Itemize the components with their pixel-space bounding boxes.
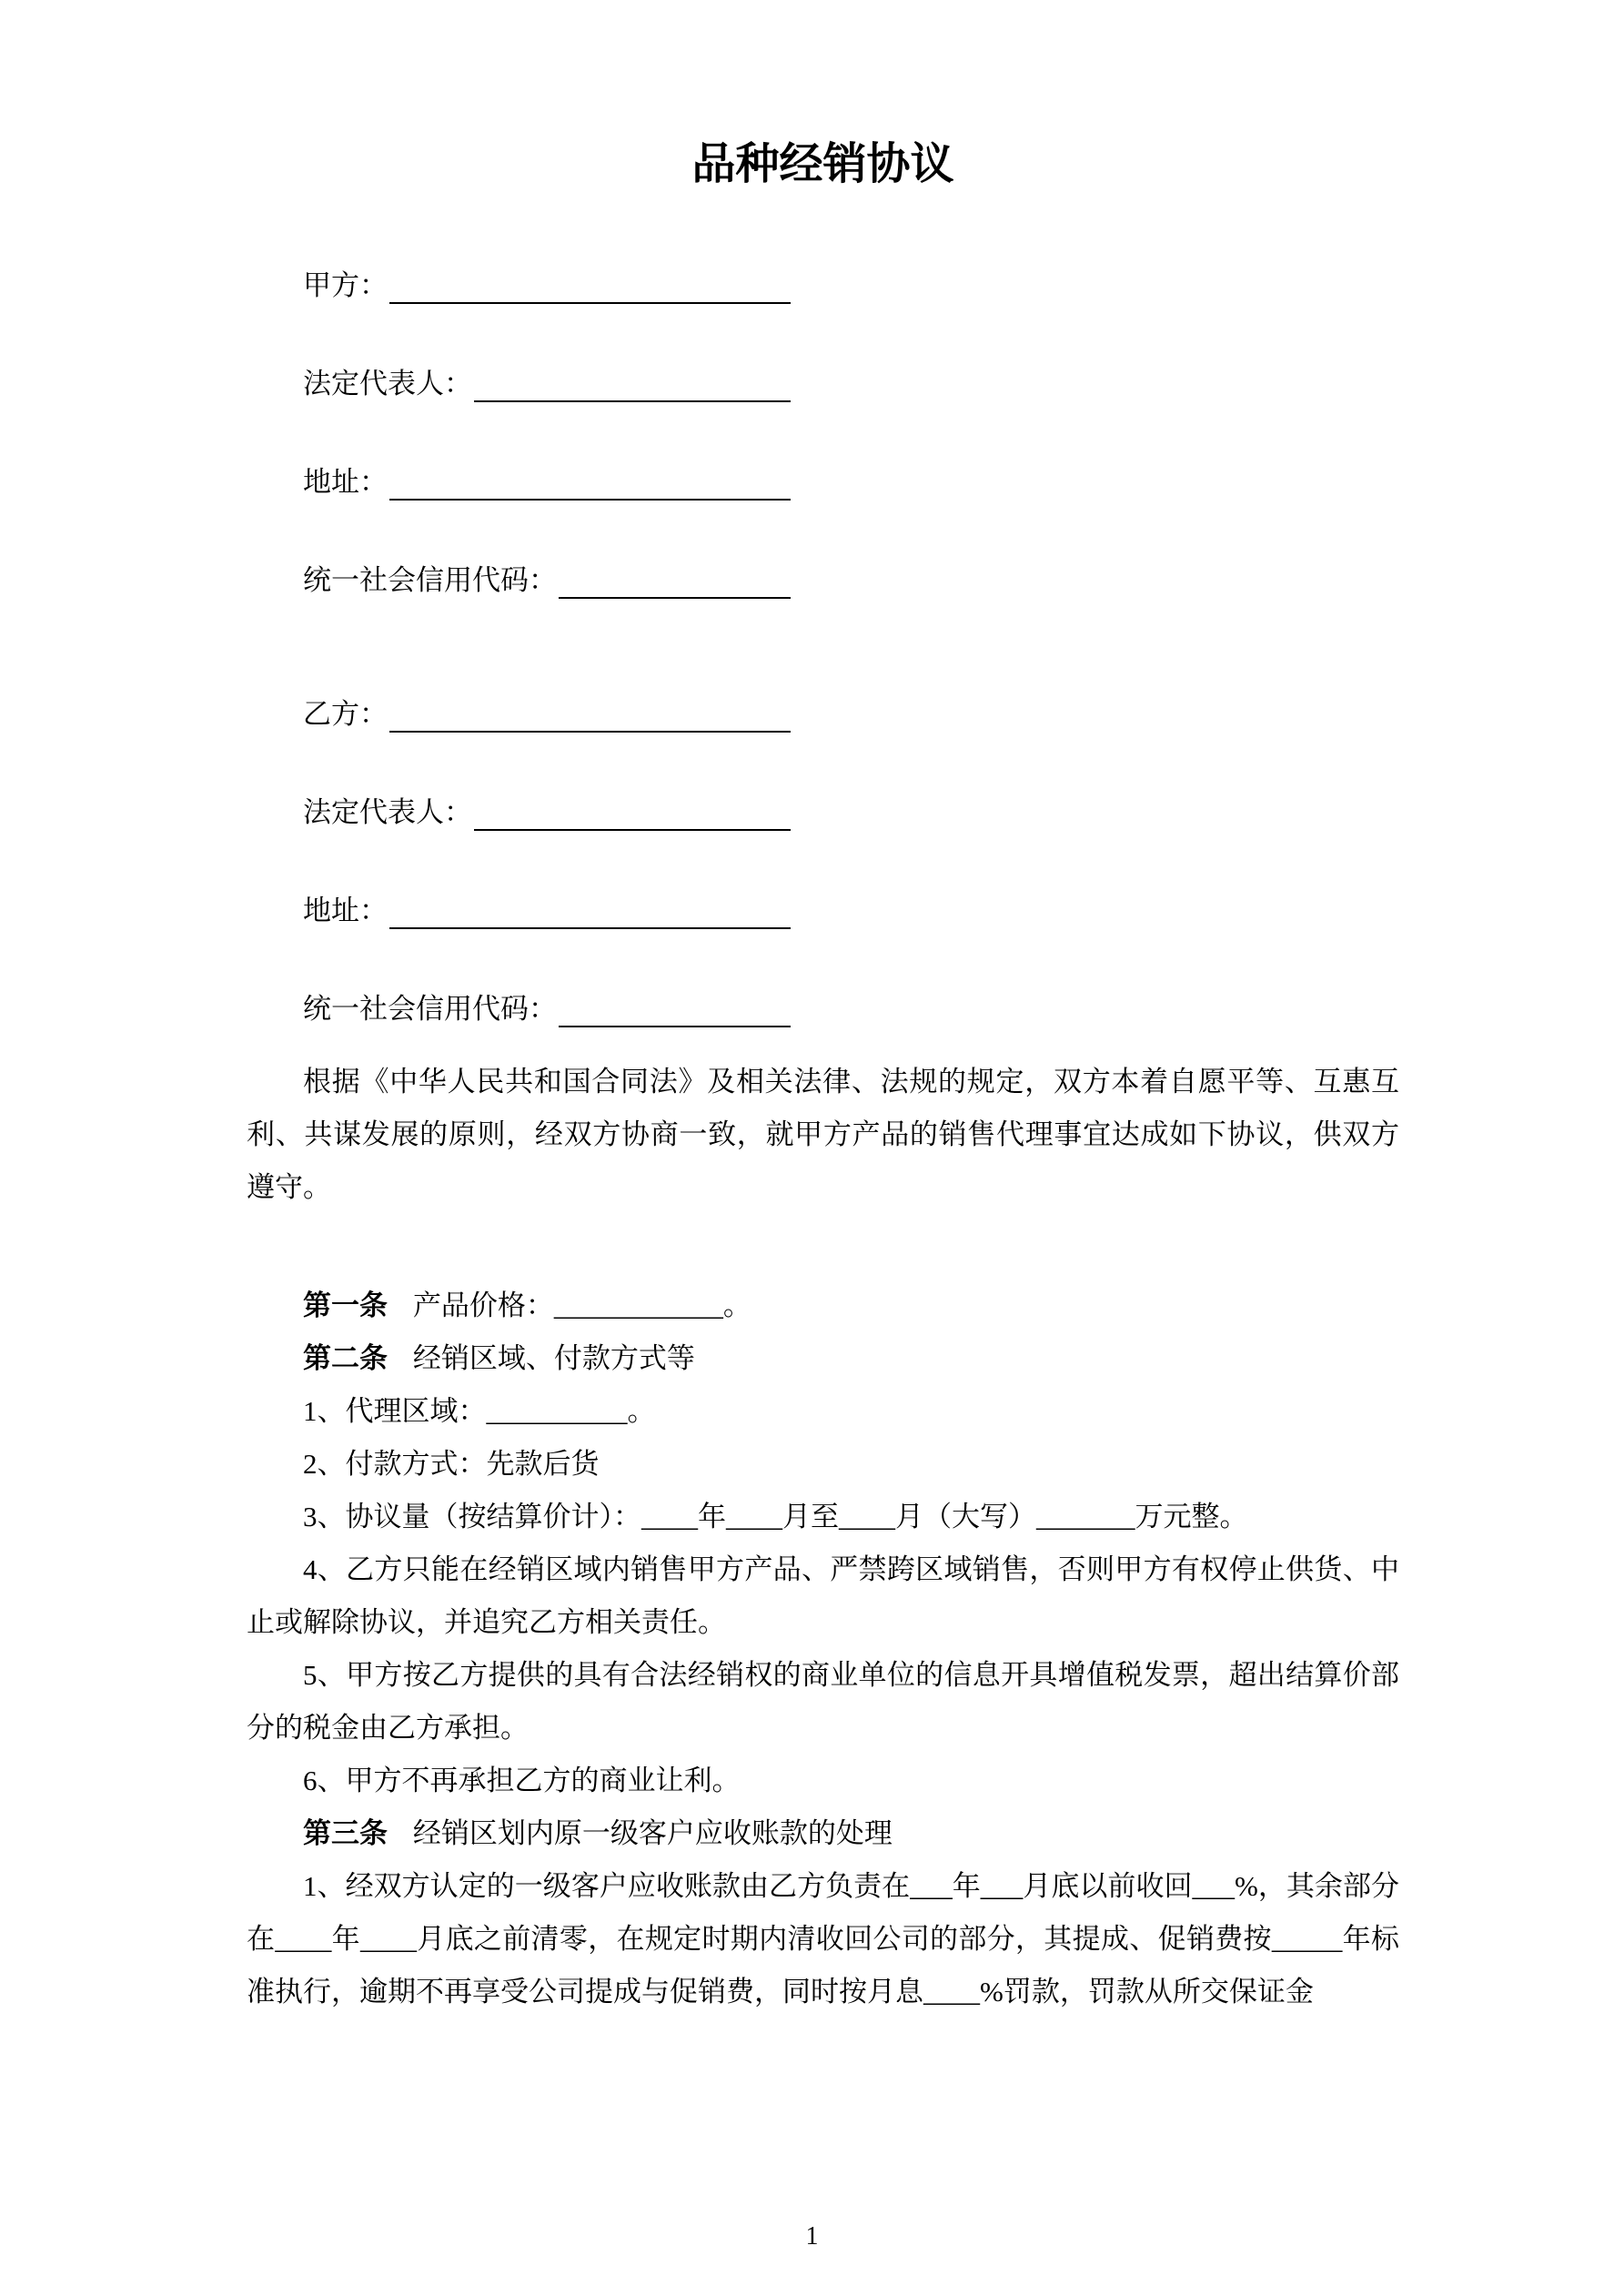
- clause-article-2-text: 经销区域、付款方式等: [412, 1342, 695, 1374]
- clause-article-2-item-6-text: 6、甲方不再承担乙方的商业让利。: [303, 1765, 741, 1796]
- party-a-address-field: [247, 430, 791, 501]
- clause-article-2-item-1: [247, 1385, 1399, 1438]
- party-b-credit-code-blank-underline: [559, 1017, 791, 1027]
- clause-article-2-item-2: [247, 1438, 1399, 1491]
- clause-article-2-item-6: [247, 1755, 1399, 1807]
- clause-article-1-number: 第一条: [303, 1290, 388, 1321]
- party-b-address-blank-underline: [389, 918, 791, 929]
- party-b-name-blank-underline: [389, 722, 791, 733]
- clause-article-2-item-3-text: 3、协议量（按结算价计）：____年____月至____月（大写）_______万元整。: [303, 1501, 1248, 1532]
- party-b-name-label: 乙方：: [303, 698, 388, 730]
- clause-article-3-item-1-text: 1、经双方认定的一级客户应收账款由乙方负责在___年___月底以前收回___%，其余部分在____年____月底之前清零，在规定时期内清收回公司的部分，其提成、促销费按_____年标准执行，逾期不再享受公司提成与促销费，同时按月息____%罚款，罚款从所交保证金: [247, 1870, 1399, 2008]
- clause-article-2: [247, 1332, 1399, 1385]
- party-a-credit-code-field: [247, 529, 791, 599]
- party-b-name-field: [247, 663, 791, 733]
- clause-article-2-item-5-text: 5、甲方按乙方提供的具有合法经销权的商业单位的信息开具增值税发票，超出结算价部分的税金由乙方承担。: [247, 1659, 1399, 1744]
- party-b-legal-rep-label: 法定代表人：: [303, 796, 472, 828]
- party-b-credit-code-field: [247, 957, 791, 1027]
- party-a-name-label: 甲方：: [303, 269, 388, 301]
- clause-article-3: [247, 1807, 1399, 1860]
- clause-article-3-item-1: [247, 1860, 1399, 2018]
- party-a-address-label: 地址：: [303, 466, 388, 498]
- page-number: 1: [805, 2222, 819, 2250]
- clause-article-2-item-4: [247, 1543, 1399, 1649]
- party-a-legal-rep-field: [247, 332, 791, 402]
- party-a-name-blank-underline: [389, 293, 791, 304]
- party-b-address-label: 地址：: [303, 895, 388, 926]
- party-a-section: [247, 234, 1399, 599]
- clause-article-2-item-2-text: 2、付款方式：先款后货: [303, 1448, 600, 1480]
- party-a-address-blank-underline: [389, 490, 791, 501]
- clause-article-3-text: 经销区划内原一级客户应收账款的处理: [412, 1817, 893, 1849]
- party-b-section: [247, 663, 1399, 1027]
- party-a-legal-rep-label: 法定代表人：: [303, 368, 472, 400]
- party-b-legal-rep-blank-underline: [474, 820, 791, 831]
- clause-article-1-text: 产品价格：____________。: [412, 1290, 751, 1321]
- intro-paragraph: 根据《中华人民共和国合同法》及相关法律、法规的规定，双方本着自愿平等、互惠互利、共谋发展的原则，经双方协商一致，就甲方产品的销售代理事宜达成如下协议，供双方遵守。: [247, 1066, 1399, 1203]
- clause-article-2-item-5: [247, 1649, 1399, 1755]
- party-a-name-field: [247, 234, 791, 304]
- clause-article-2-item-1-text: 1、代理区域：__________。: [303, 1395, 656, 1427]
- party-a-credit-code-label: 统一社会信用代码：: [303, 564, 557, 596]
- clause-article-2-number: 第二条: [303, 1342, 388, 1374]
- party-b-credit-code-label: 统一社会信用代码：: [303, 993, 557, 1025]
- clauses-section: [247, 1279, 1399, 2018]
- party-a-credit-code-blank-underline: [559, 588, 791, 599]
- party-a-legal-rep-blank-underline: [474, 391, 791, 402]
- document-title: 品种经销协议: [691, 140, 954, 188]
- clause-article-3-number: 第三条: [303, 1817, 388, 1849]
- clause-article-2-item-4-text: 4、乙方只能在经销区域内销售甲方产品、严禁跨区域销售，否则甲方有权停止供货、中止或解除协议，并追究乙方相关责任。: [247, 1553, 1399, 1638]
- party-b-legal-rep-field: [247, 761, 791, 831]
- clause-article-1: [247, 1279, 1399, 1332]
- clause-article-2-item-3: [247, 1491, 1399, 1543]
- party-b-address-field: [247, 859, 791, 929]
